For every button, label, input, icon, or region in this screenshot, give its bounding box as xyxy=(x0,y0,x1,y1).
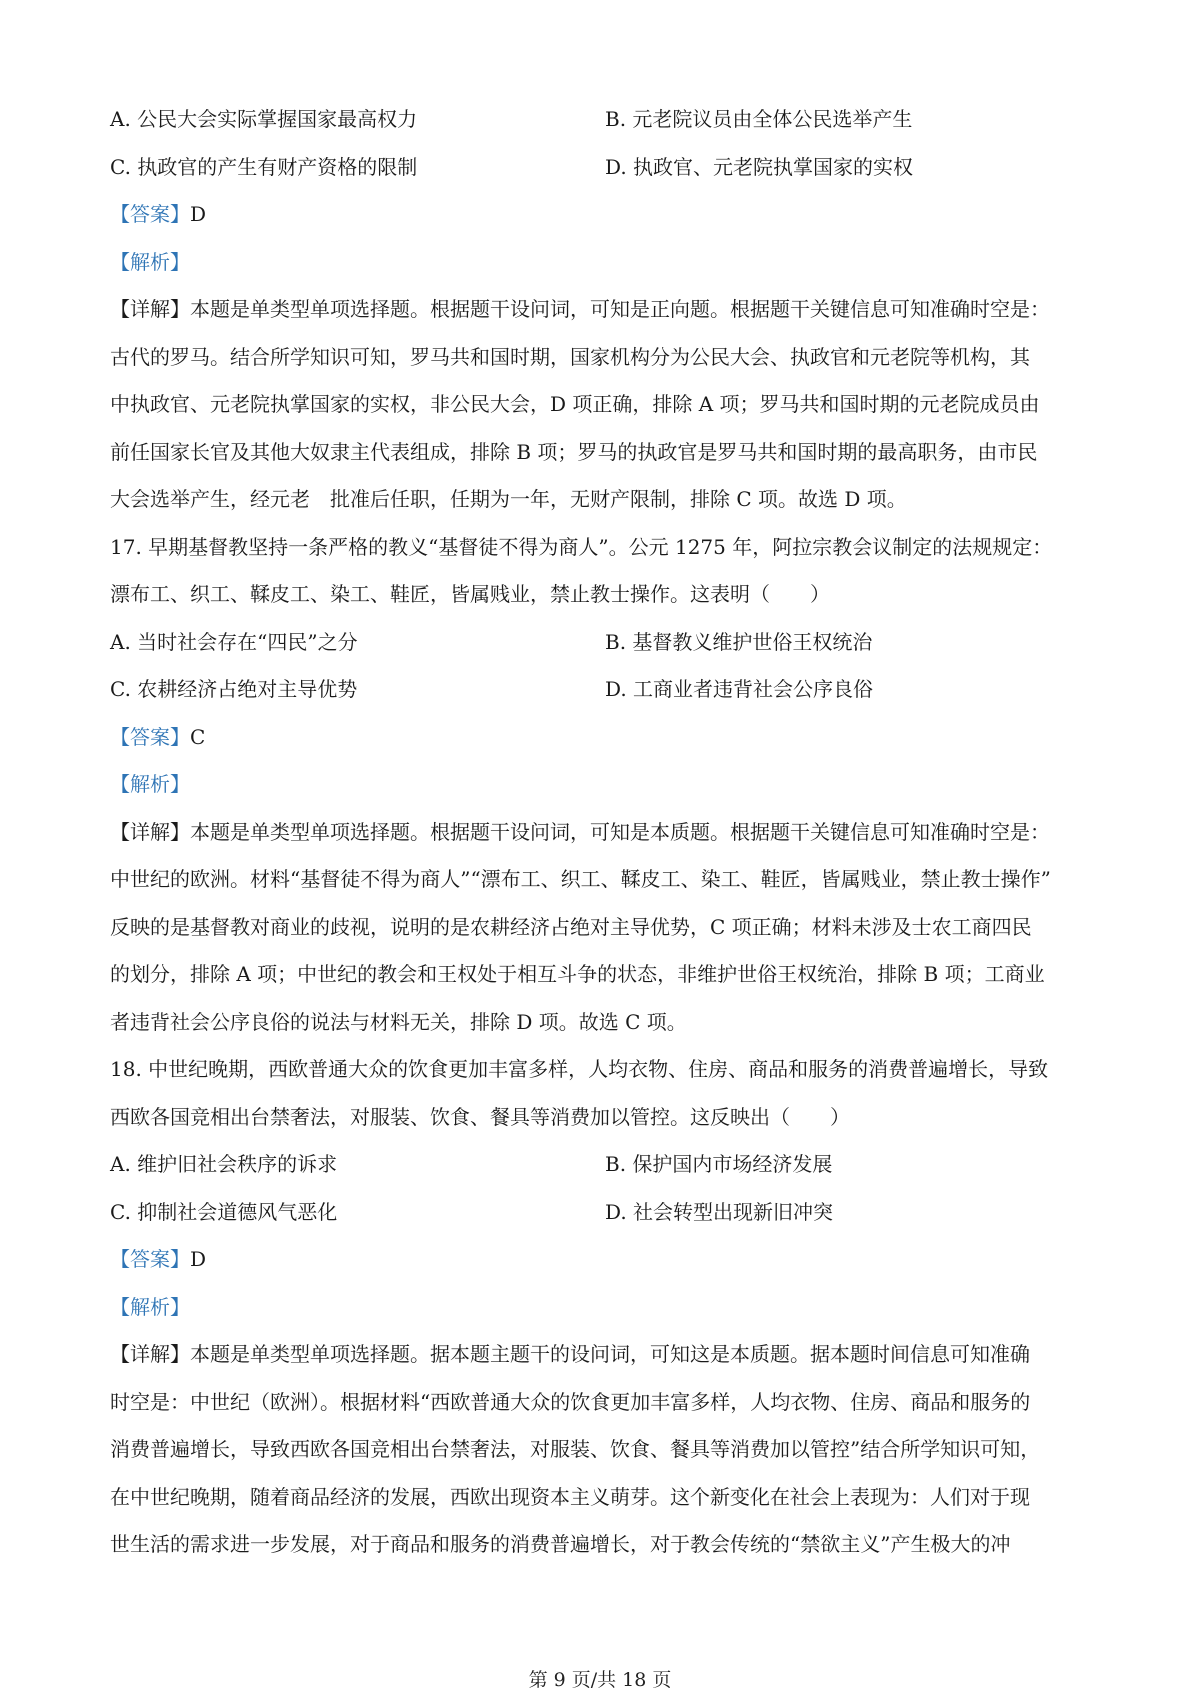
q17-option-d: D. 工商业者违背社会公序良俗 xyxy=(605,677,874,701)
answer-label: 【答案】 xyxy=(110,724,190,749)
q18-answer xyxy=(110,1236,1100,1284)
q16-detail-line: 前任国家长官及其他大奴隶主代表组成，排除 B 项；罗马的执政官是罗马共和国时期的最高职务，由市民 xyxy=(110,439,1038,464)
q16-options-row-1 xyxy=(110,96,1100,144)
q18-detail-line: 在中世纪晚期，随着商品经济的发展，西欧出现资本主义萌芽。这个新变化在社会上表现为：人们对于现 xyxy=(110,1484,1030,1509)
q18-option-c: C. 抑制社会道德风气恶化 xyxy=(110,1199,338,1224)
q18-detail-line: 时空是：中世纪（欧洲）。根据材料“西欧普通大众的饮食更加丰富多样，人均衣物、住房、商品和服务的 xyxy=(110,1389,1031,1414)
q18-analysis-label: 【解析】 xyxy=(110,1294,190,1319)
answer-label: 【答案】 xyxy=(110,202,190,226)
q16-option-a: A. 公民大会实际掌握国家最高权力 xyxy=(110,107,418,131)
q18-option-d: D. 社会转型出现新旧冲突 xyxy=(605,1199,834,1224)
q17-options-row-1 xyxy=(110,619,1100,667)
q17-option-a: A. 当时社会存在“四民”之分 xyxy=(110,629,358,654)
q17-analysis-label: 【解析】 xyxy=(110,772,190,796)
q18-stem-line: 18. 中世纪晚期，西欧普通大众的饮食更加丰富多样，人均衣物、住房、商品和服务的消费普遍增长，导致 xyxy=(110,1057,1049,1081)
q18-detail-line: 世生活的需求进一步发展，对于商品和服务的消费普遍增长，对于教会传统的“禁欲主义”产生极大的冲 xyxy=(110,1532,1011,1556)
detail-label: 【详解】 xyxy=(110,297,190,321)
q17-detail-line: 的划分，排除 A 项；中世纪的教会和王权处于相互斗争的状态，非维护世俗王权统治，排除 B 项；工商业 xyxy=(110,962,1045,986)
detail-text: 本题是单类型单项选择题。根据题干设问词，可知是本质题。根据题干关键信息可知准确时空是： xyxy=(190,819,1050,844)
answer-value: D xyxy=(190,202,207,226)
page-number: 第 9 页/共 18 页 xyxy=(528,1669,672,1691)
q17-option-b: B. 基督教义维护世俗王权统治 xyxy=(605,629,873,654)
q16-option-b: B. 元老院议员由全体公民选举产生 xyxy=(605,107,913,131)
answer-value: D xyxy=(190,1247,207,1271)
q18-options-row-2 xyxy=(110,1189,1100,1237)
q16-detail-line xyxy=(110,286,1100,334)
q18-detail-line: 消费普遍增长，导致西欧各国竞相出台禁奢法，对服装、饮食、餐具等消费加以管控”结合所学知识可知， xyxy=(110,1437,1041,1461)
q17-detail-line: 者违背社会公序良俗的说法与材料无关，排除 D 项。故选 C 项。 xyxy=(110,1009,687,1034)
q16-options-row-2 xyxy=(110,144,1100,192)
q17-stem-line: 漂布工、织工、鞣皮工、染工、鞋匠，皆属贱业，禁止教士操作。这表明（ ） xyxy=(110,582,830,606)
q18-detail-line xyxy=(110,1331,1100,1379)
q17-options-row-2 xyxy=(110,666,1100,714)
q17-option-c: C. 农耕经济占绝对主导优势 xyxy=(110,677,358,701)
detail-label: 【详解】 xyxy=(110,1342,190,1366)
q16-analysis-label: 【解析】 xyxy=(110,249,190,274)
detail-label: 【详解】 xyxy=(110,819,190,844)
detail-text: 本题是单类型单项选择题。据本题主题干的设问词，可知这是本质题。据本题时间信息可知准确 xyxy=(190,1342,1030,1366)
q17-detail-line xyxy=(110,809,1100,857)
answer-value: C xyxy=(190,724,206,749)
page-content xyxy=(110,96,1100,1569)
q17-answer xyxy=(110,714,1100,762)
q16-detail-line: 古代的罗马。结合所学知识可知，罗马共和国时期，国家机构分为公民大会、执政官和元老院等机构，其 xyxy=(110,344,1030,369)
q16-option-d: D. 执政官、元老院执掌国家的实权 xyxy=(605,154,914,179)
q16-option-c: C. 执政官的产生有财产资格的限制 xyxy=(110,154,418,179)
detail-text: 本题是单类型单项选择题。根据题干设问词，可知是正向题。根据题干关键信息可知准确时空是： xyxy=(190,297,1050,321)
q18-option-a: A. 维护旧社会秩序的诉求 xyxy=(110,1152,338,1176)
q17-stem-line: 17. 早期基督教坚持一条严格的教义“基督徒不得为商人”。公元 1275 年，阿拉宗教会议制定的法规规定： xyxy=(110,534,1053,559)
q17-detail-line: 中世纪的欧洲。材料“基督徒不得为商人”“漂布工、织工、鞣皮工、染工、鞋匠，皆属贱业，禁止教士操作” xyxy=(110,867,1051,891)
q16-answer xyxy=(110,191,1100,239)
q18-stem-line: 西欧各国竞相出台禁奢法，对服装、饮食、餐具等消费加以管控。这反映出（ ） xyxy=(110,1104,850,1129)
q16-detail-line: 大会选举产生，经元老 批准后任职，任期为一年，无财产限制，排除 C 项。故选 D 项。 xyxy=(110,487,907,511)
answer-label: 【答案】 xyxy=(110,1247,190,1271)
q18-options-row-1 xyxy=(110,1141,1100,1189)
q17-detail-line: 反映的是基督教对商业的歧视，说明的是农耕经济占绝对主导优势，C 项正确；材料未涉及士农工商四民 xyxy=(110,914,1032,939)
q16-detail-line: 中执政官、元老院执掌国家的实权，非公民大会，D 项正确，排除 A 项；罗马共和国时期的元老院成员由 xyxy=(110,392,1040,416)
q18-option-b: B. 保护国内市场经济发展 xyxy=(605,1152,833,1176)
